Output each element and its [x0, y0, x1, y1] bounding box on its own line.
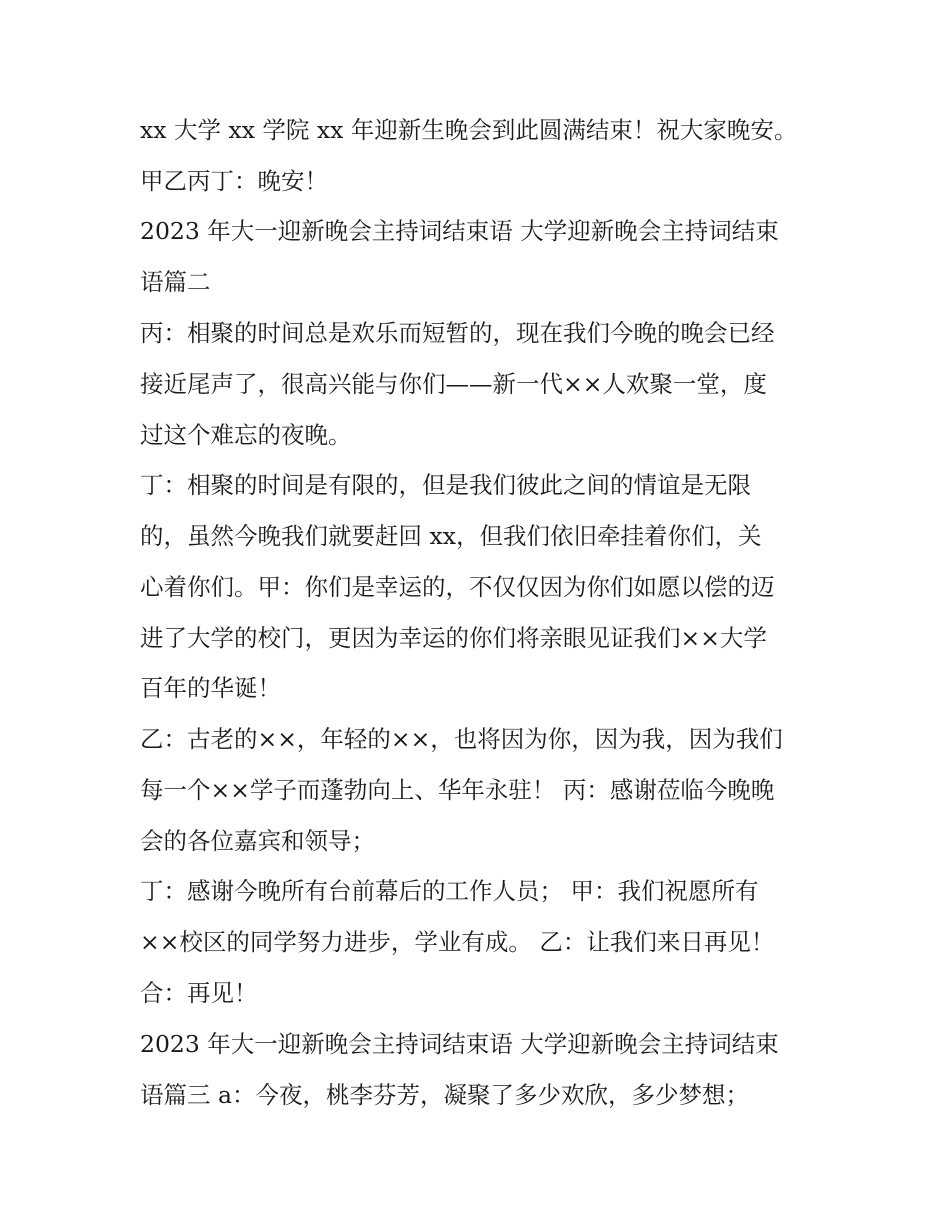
text-line: 丙：相聚的时间总是欢乐而短暂的，现在我们今晚的晚会已经 — [140, 319, 775, 347]
text-line: 的，虽然今晚我们就要赶回 xx，但我们依旧牵挂着你们，关 — [140, 522, 762, 550]
text-line: 会的各位嘉宾和领导； — [140, 827, 375, 855]
text-line: 接近尾声了，很高兴能与你们——新一代××人欢聚一堂，度 — [140, 370, 767, 398]
text-line: 丁：相聚的时间是有限的，但是我们彼此之间的情谊是无限 — [140, 471, 751, 499]
text-line: xx 大学 xx 学院 xx 年迎新生晚会到此圆满结束！祝大家晚安。 — [140, 116, 798, 144]
text-line: 进了大学的校门，更因为幸运的你们将亲眼见证我们××大学 — [140, 624, 767, 652]
text-line: 合：再见！ — [140, 979, 258, 1007]
text-line: 2023 年大一迎新晚会主持词结束语 大学迎新晚会主持词结束 — [140, 217, 779, 245]
text-line: 甲乙丙丁：晚安！ — [140, 167, 328, 195]
text-line: 乙：古老的××，年轻的××，也将因为你，因为我，因为我们 — [140, 725, 783, 753]
text-line: 心着你们。甲：你们是幸运的，不仅仅因为你们如愿以偿的迈 — [140, 573, 775, 601]
text-line: 过这个难忘的夜晚。 — [140, 421, 352, 449]
text-line: 丁：感谢今晚所有台前幕后的工作人员； 甲：我们祝愿所有 — [140, 877, 759, 905]
text-line: 2023 年大一迎新晚会主持词结束语 大学迎新晚会主持词结束 — [140, 1030, 779, 1058]
text-line: ××校区的同学努力进步，学业有成。 乙：让我们来日再见！ — [140, 928, 775, 956]
text-line: 百年的华诞！ — [140, 674, 281, 702]
text-line: 每一个××学子而蓬勃向上、华年永驻！ 丙：感谢莅临今晚晚 — [140, 776, 775, 804]
text-line: 语篇三 a：今夜，桃李芬芳，凝聚了多少欢欣，多少梦想； — [140, 1081, 749, 1109]
text-line: 语篇二 — [140, 268, 211, 296]
